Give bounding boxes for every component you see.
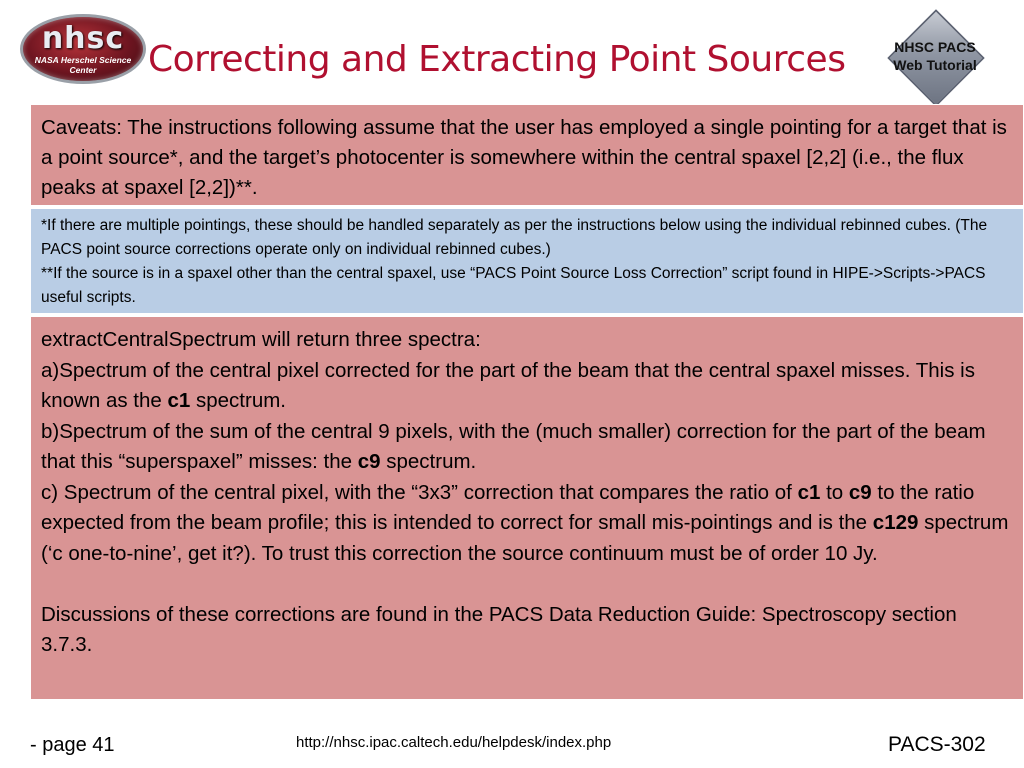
footnote-1: *If there are multiple pointings, these should be handled separately as per the instructions below using the individual rebinned cubes. (The PACS point source corrections operate only on individual rebinned cubes.) [41, 217, 988, 258]
item-c-to: to [820, 480, 849, 504]
item-a-c1: c1 [167, 389, 191, 412]
item-c-c9: c9 [848, 480, 872, 504]
nhsc-logo-text: nhsc [41, 21, 125, 56]
pacs-tutorial-logo [876, 14, 994, 96]
item-a-end: spectrum. [190, 389, 287, 412]
footnotes-box [30, 208, 1024, 314]
nhsc-logo-subtitle-2: Center [69, 65, 97, 75]
item-b-c9: c9 [357, 450, 381, 473]
item-b [41, 417, 1013, 478]
page-title: Correcting and Extracting Point Sources [148, 39, 846, 80]
discussion-text: Discussions of these corrections are found in the PACS Data Reduction Guide: Spectroscopy section 3.7.3. [41, 602, 957, 656]
item-a-text: a)Spectrum of the central pixel corrected for the part of the beam that the central spaxel misses. This is known as the [41, 358, 975, 412]
item-b-end: spectrum. [380, 450, 477, 473]
main-content-box [30, 316, 1024, 700]
paragraph-gap [41, 569, 1013, 600]
page-number: - page 41 [30, 734, 115, 756]
item-c-text: c) Spectrum of the central pixel, with the “3x3” correction that compares the ratio of [41, 480, 798, 504]
nhsc-logo-subtitle-1: NASA Herschel Science [34, 55, 132, 65]
helpdesk-url[interactable]: http://nhsc.ipac.caltech.edu/helpdesk/index.php [296, 734, 612, 751]
caveats-text: Caveats: The instructions following assume that the user has employed a single pointing for a target that is a point source*, and the target’s photocenter is somewhere within the central spaxel [2,2] (i.e., the flux peaks at spaxel [2,2])**. [41, 116, 1007, 199]
item-c [41, 478, 1013, 570]
item-c-c129: c129 [872, 511, 919, 534]
item-c-middle: to the ratio expected from the beam profile; this is intended to correct for small mis-pointings and is the [41, 480, 975, 534]
pacs-logo-line-2: Web Tutorial [893, 57, 977, 73]
intro-text: extractCentralSpectrum will return three spectra: [41, 328, 481, 351]
item-c-c1: c1 [797, 480, 821, 504]
footnote-2: **If the source is in a spaxel other than the central spaxel, use “PACS Point Source Loss Correction” script found in HIPE->Scripts->PACS useful scripts. [41, 265, 986, 306]
caveats-box [30, 104, 1024, 206]
item-b-text: b)Spectrum of the sum of the central 9 pixels, with the (much smaller) correction for the part of the beam that this “superspaxel” misses: the [41, 419, 986, 473]
nhsc-logo [20, 14, 146, 84]
pacs-tutorial-logo-text [876, 38, 994, 74]
item-a [41, 356, 1013, 417]
pacs-logo-line-1: NHSC PACS [894, 39, 976, 55]
course-code: PACS-302 [888, 733, 986, 756]
item-c-end: spectrum (‘c one-to-nine’, get it?). To trust this correction the source continuum must be of order 10 Jy. [41, 511, 1009, 565]
